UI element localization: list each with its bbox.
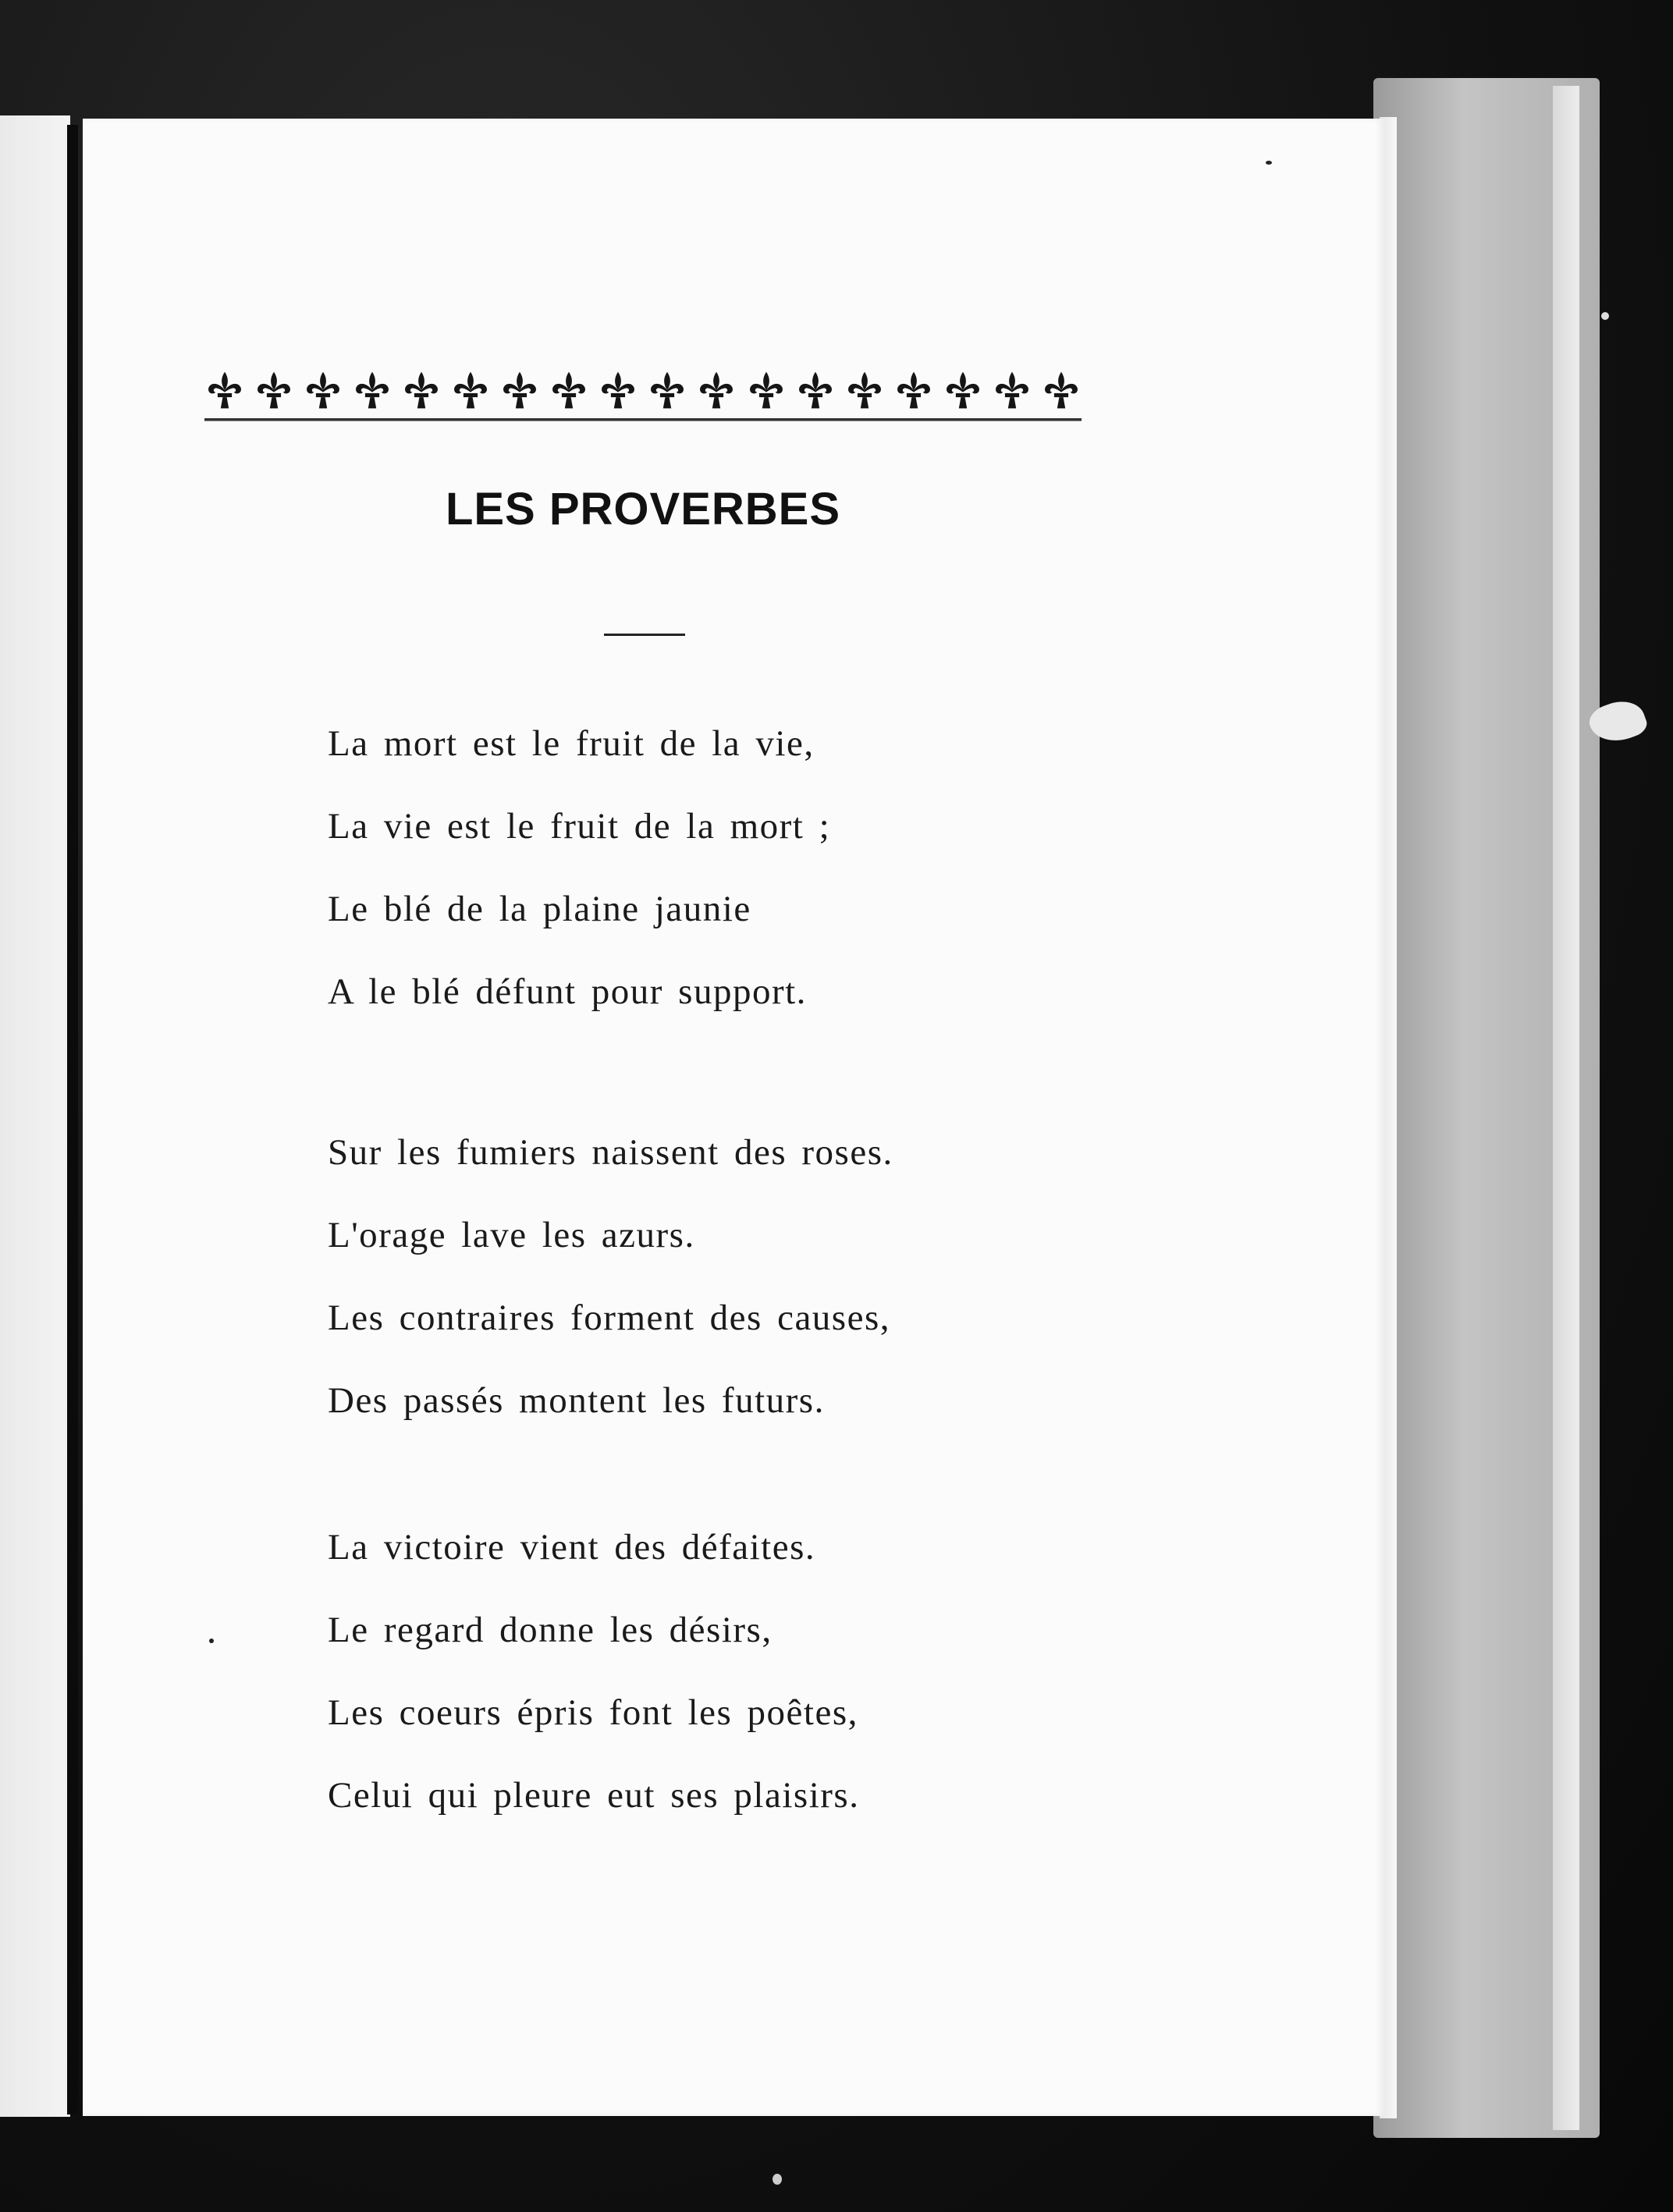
verse-line: Le regard donne les désirs, [328, 1610, 773, 1650]
stanza-2 [328, 1111, 893, 1442]
stanza-3 [328, 1506, 859, 1837]
fleur-de-lis-icon [795, 370, 836, 410]
book-spine-gutter [67, 125, 78, 2114]
verse-line: L'orage lave les azurs. [328, 1215, 695, 1255]
left-page-edge [0, 115, 70, 2117]
fleur-de-lis-icon [696, 370, 737, 410]
fleur-de-lis-icon [893, 370, 934, 410]
fleur-de-lis-icon [401, 370, 442, 410]
fleur-de-lis-icon [254, 370, 294, 410]
title-divider [604, 634, 685, 636]
fleur-de-lis-icon [992, 370, 1032, 410]
fleur-de-lis-icon [450, 370, 491, 410]
verse-line: A le blé défunt pour support. [328, 971, 807, 1012]
fleur-de-lis-icon [647, 370, 687, 410]
poem-title: LES PROVERBES [445, 484, 841, 534]
fleur-de-lis-icon [303, 370, 343, 410]
scan-speck [209, 1639, 214, 1643]
scan-speck [1266, 161, 1272, 165]
scan-speck [773, 2174, 782, 2185]
fleur-de-lis-icon [1041, 370, 1082, 410]
scan-speck [1601, 312, 1609, 320]
fleur-de-lis-icon [204, 370, 245, 410]
verse-line: Les contraires forment des causes, [328, 1298, 890, 1338]
book-cover-edge [1553, 86, 1579, 2130]
verse-line: La victoire vient des défaites. [328, 1527, 816, 1568]
fleur-de-lis-icon [499, 370, 540, 410]
fleur-de-lis-icon [549, 370, 589, 410]
fleur-de-lis-icon [352, 370, 392, 410]
verse-line: Les coeurs épris font les poêtes, [328, 1692, 858, 1733]
verse-line: Sur les fumiers naissent des roses. [328, 1132, 893, 1173]
fleur-de-lis-icon [844, 370, 885, 410]
stanza-1 [328, 702, 830, 1033]
verse-line: Celui qui pleure eut ses plaisirs. [328, 1775, 860, 1816]
verse-line: La vie est le fruit de la mort ; [328, 806, 831, 847]
verse-line: Le blé de la plaine jaunie [328, 889, 751, 929]
verse-line: La mort est le fruit de la vie, [328, 723, 815, 764]
fleur-de-lis-icon [943, 370, 983, 410]
fleur-de-lis-icon [746, 370, 787, 410]
ornament-rule [204, 418, 1082, 421]
verse-line: Des passés montent les futurs. [328, 1380, 825, 1421]
fleur-de-lis-icon [598, 370, 638, 410]
fleur-de-lis-ornament-row [204, 367, 1082, 414]
